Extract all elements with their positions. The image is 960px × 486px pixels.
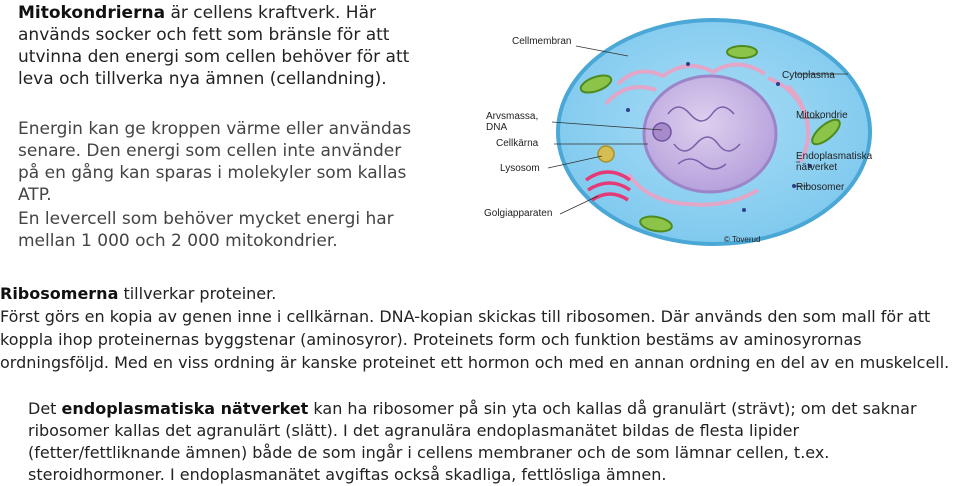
mito-line1: Här används socker och fett som bränsle för att utvinna den energi som cellen behöver för att leva och tillverka nya ämnen (cellandning).: [18, 3, 410, 89]
label-arvsmassa: Arvsmassa,: [486, 111, 539, 122]
er-section: [28, 398, 938, 486]
mito-title: Mitokondrierna: [18, 3, 166, 23]
cell-diagram: [478, 14, 954, 254]
label-golgi: Golgiapparaten: [484, 208, 553, 219]
label-mitokondrie: Mitokondrie: [796, 110, 848, 121]
lysosome: [598, 146, 614, 162]
label-ribosomer: Ribosomer: [796, 182, 845, 193]
label-cytoplasma: Cytoplasma: [782, 70, 835, 81]
label-cellkarna: Cellkärna: [496, 138, 539, 149]
mito-line2: Energin kan ge kroppen värme eller användas senare. Den energi som cellen inte använder på en gång kan sparas i molekyler som kallas ATP.: [18, 119, 412, 205]
energy-text: [18, 118, 418, 206]
mito-text: [18, 2, 418, 90]
label-dna: DNA: [486, 122, 508, 133]
label-lysosom: Lysosom: [500, 163, 540, 174]
liver-text: [18, 208, 418, 252]
ribo-body: Först görs en kopia av genen inne i cellkärnan. DNA-kopian skickas till ribosomen. Där används den som mall för att koppla ihop proteinernas byggstenar (aminosyror). Proteinets form och funktion bestäms av aminosyrornas ordningsföljd. Med en viss ordning är kanske proteinet ett hormon och med en annan ordning en del av en muskelcell.: [0, 307, 950, 372]
ribo-title-rest: tillverkar proteiner.: [118, 284, 277, 303]
ribo-title: Ribosomerna: [0, 284, 119, 303]
er-body: kan ha ribosomer på sin yta och kallas då granulärt (strävt); om det saknar ribosomer kallas det agranulärt (slätt). I det agranulära endoplasmanätet bildas de flesta lipider (fetter/fettliknande ämnen) både de som ingår i cellens membraner och de som lämnar cellen, t.ex. steroidhormoner. I endoplasmanätet avgiftas också skadliga, fettlösliga ämnen.: [28, 399, 917, 484]
nucleolus: [653, 123, 671, 141]
label-er1: Endoplasmatiska: [796, 151, 873, 162]
label-cellmembran: Cellmembran: [512, 36, 572, 47]
er-pre: Det: [28, 399, 62, 418]
label-credit: © Toverud: [724, 235, 761, 244]
mito-title-rest: är cellens kraftverk.: [165, 3, 341, 23]
ribosome-section: [0, 282, 960, 374]
label-er2: nätverket: [796, 162, 838, 173]
mito-line3: En levercell som behöver mycket energi har mellan 1 000 och 2 000 mitokondrier.: [18, 209, 394, 251]
er-term: endoplasmatiska nätverket: [61, 399, 309, 418]
